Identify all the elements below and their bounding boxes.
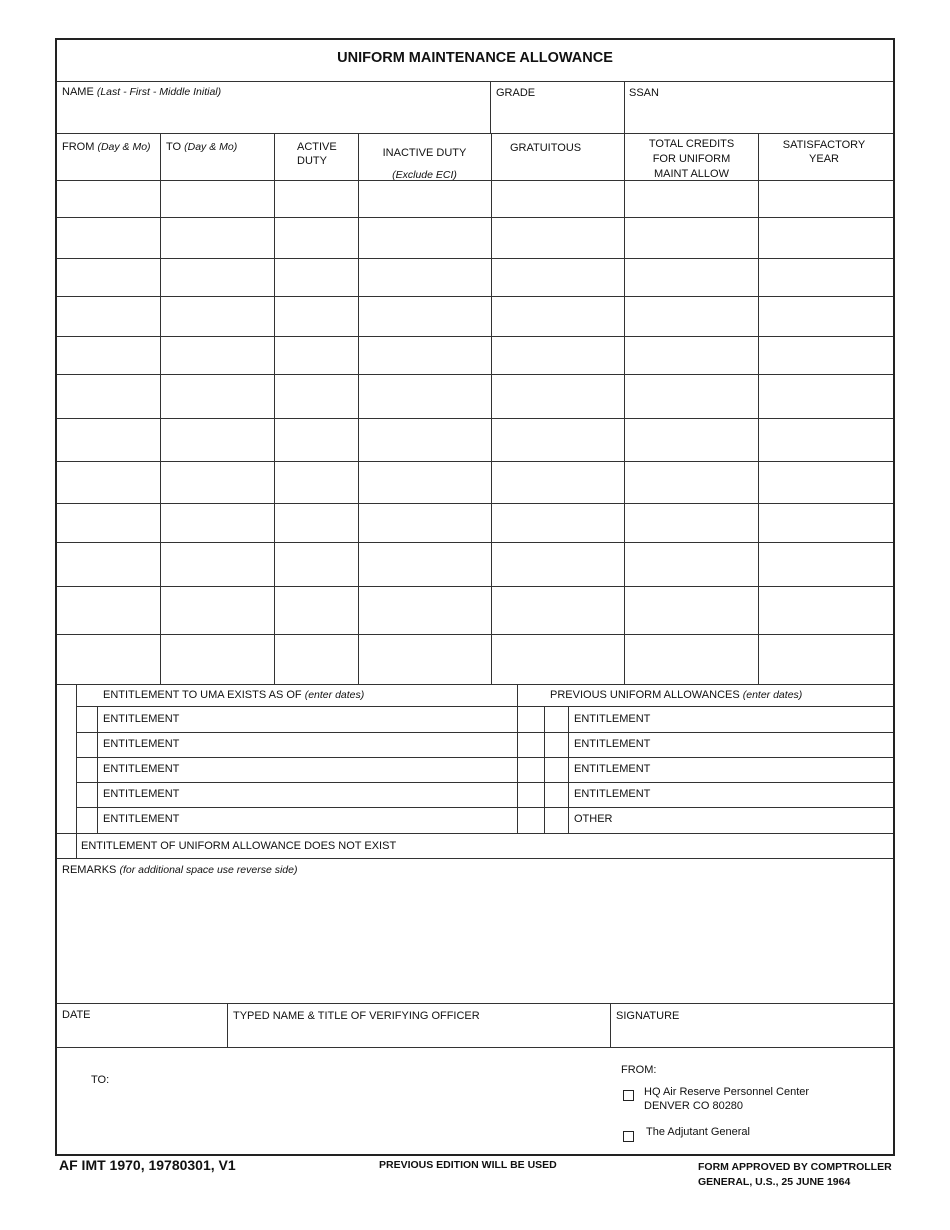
entitlement-right-4: ENTITLEMENT xyxy=(574,788,651,800)
divider xyxy=(57,503,893,504)
divider xyxy=(57,684,893,685)
divider xyxy=(57,133,893,134)
divider xyxy=(76,782,893,783)
divider xyxy=(57,858,893,859)
remarks-field[interactable] xyxy=(57,878,893,1002)
col-header-gratuitous: GRATUITOUS xyxy=(510,142,582,154)
col-total-line1: TOTAL CREDITS xyxy=(648,138,735,150)
entitlement-exists-text: ENTITLEMENT TO UMA EXISTS AS OF xyxy=(103,689,302,701)
divider xyxy=(624,133,625,684)
from-label: FROM: xyxy=(621,1064,657,1076)
signature-field[interactable] xyxy=(611,1024,893,1046)
name-hint: (Last - First - Middle Initial) xyxy=(96,86,222,98)
divider xyxy=(57,461,893,462)
divider xyxy=(76,807,893,808)
divider xyxy=(76,757,893,758)
divider xyxy=(57,336,893,337)
divider xyxy=(76,732,893,733)
col-to-hint: (Day & Mo) xyxy=(184,141,238,153)
entitlement-exists-hint: (enter dates) xyxy=(304,689,365,701)
edition-note: PREVIOUS EDITION WILL BE USED xyxy=(379,1159,557,1171)
form-id: AF IMT 1970, 19780301, V1 xyxy=(59,1157,236,1173)
previous-allowances-header xyxy=(550,689,802,701)
divider xyxy=(544,706,545,833)
adjutant-general-option: The Adjutant General xyxy=(646,1126,750,1138)
divider xyxy=(57,634,893,635)
to-label: TO: xyxy=(91,1074,110,1086)
arpc-line1: HQ Air Reserve Personnel Center xyxy=(644,1086,810,1098)
divider xyxy=(57,296,893,297)
entitlement-left-1: ENTITLEMENT xyxy=(103,713,180,725)
col-header-active-duty xyxy=(297,140,337,168)
entitlement-right-1: ENTITLEMENT xyxy=(574,713,651,725)
col-header-satisfactory xyxy=(758,138,890,166)
remarks-hint: (for additional space use reverse side) xyxy=(119,864,298,876)
col-total-line2: FOR UNIFORM xyxy=(652,153,731,165)
entitlement-left-4: ENTITLEMENT xyxy=(103,788,180,800)
divider xyxy=(358,133,359,684)
approval-note xyxy=(698,1160,892,1190)
divider xyxy=(274,133,275,684)
form-title: UNIFORM MAINTENANCE ALLOWANCE xyxy=(337,50,613,66)
col-header-to xyxy=(166,141,237,153)
divider xyxy=(57,217,893,218)
signature-label: SIGNATURE xyxy=(616,1010,680,1022)
col-header-total-credits xyxy=(625,137,758,182)
col-from-text: FROM xyxy=(62,141,95,153)
divider xyxy=(160,133,161,684)
entitlement-exists-header xyxy=(103,689,364,701)
divider xyxy=(57,418,893,419)
ssan-label: SSAN xyxy=(629,87,659,99)
col-active-line2: DUTY xyxy=(297,155,327,167)
approval-line1: FORM APPROVED BY COMPTROLLER xyxy=(698,1161,892,1173)
ssan-field[interactable] xyxy=(625,82,893,132)
col-inactive-hint: (Exclude ECI) xyxy=(392,169,457,181)
entitlement-right-other: OTHER xyxy=(574,813,613,825)
grade-field[interactable] xyxy=(491,82,623,132)
entitlement-left-5: ENTITLEMENT xyxy=(103,813,180,825)
divider xyxy=(57,1003,893,1004)
date-label: DATE xyxy=(62,1009,91,1021)
date-field[interactable] xyxy=(57,1018,226,1046)
col-to-text: TO xyxy=(166,141,182,153)
name-label-text: NAME xyxy=(62,86,94,98)
officer-field[interactable] xyxy=(228,1024,609,1046)
divider xyxy=(76,706,893,707)
entitlement-right-3: ENTITLEMENT xyxy=(574,763,651,775)
name-field[interactable] xyxy=(57,82,490,132)
uniform-maintenance-allowance-form xyxy=(55,38,895,1156)
col-active-line1: ACTIVE xyxy=(297,141,337,153)
divider xyxy=(97,706,98,833)
not-exist-checkbox[interactable] xyxy=(57,834,76,858)
arpc-line2: DENVER CO 80280 xyxy=(644,1100,744,1112)
grade-label: GRADE xyxy=(496,87,536,99)
divider xyxy=(758,133,759,684)
col-from-hint: (Day & Mo) xyxy=(97,141,151,153)
divider xyxy=(57,833,893,834)
entitlement-exists-checkbox[interactable] xyxy=(57,685,76,705)
entitlement-left-2: ENTITLEMENT xyxy=(103,738,180,750)
col-total-line3: MAINT ALLOW xyxy=(654,168,729,180)
remarks-label xyxy=(62,864,297,876)
officer-label: TYPED NAME & TITLE OF VERIFYING OFFICER xyxy=(233,1010,480,1022)
divider xyxy=(57,374,893,375)
divider xyxy=(57,258,893,259)
divider xyxy=(57,1047,893,1048)
remarks-text: REMARKS xyxy=(62,864,117,876)
entitlement-right-2: ENTITLEMENT xyxy=(574,738,651,750)
divider xyxy=(57,586,893,587)
col-satisfactory-line2: YEAR xyxy=(809,153,839,165)
entitlement-not-exist: ENTITLEMENT OF UNIFORM ALLOWANCE DOES NOT EXIST xyxy=(81,840,397,852)
entitlement-left-3: ENTITLEMENT xyxy=(103,763,180,775)
previous-allowances-text: PREVIOUS UNIFORM ALLOWANCES xyxy=(550,689,740,701)
previous-allowances-hint: (enter dates) xyxy=(742,689,803,701)
adjutant-general-checkbox[interactable] xyxy=(623,1131,634,1142)
divider xyxy=(491,133,492,684)
approval-line2: GENERAL, U.S., 25 JUNE 1964 xyxy=(698,1176,851,1188)
previous-allowances-checkbox[interactable] xyxy=(518,685,544,705)
arpc-option xyxy=(644,1085,809,1113)
divider xyxy=(57,542,893,543)
col-header-from xyxy=(62,141,151,153)
arpc-checkbox[interactable] xyxy=(623,1090,634,1101)
col-satisfactory-line1: SATISFACTORY xyxy=(782,139,866,151)
divider xyxy=(76,684,77,858)
divider xyxy=(57,180,893,181)
divider xyxy=(568,706,569,833)
col-inactive-text: INACTIVE DUTY xyxy=(382,147,467,159)
